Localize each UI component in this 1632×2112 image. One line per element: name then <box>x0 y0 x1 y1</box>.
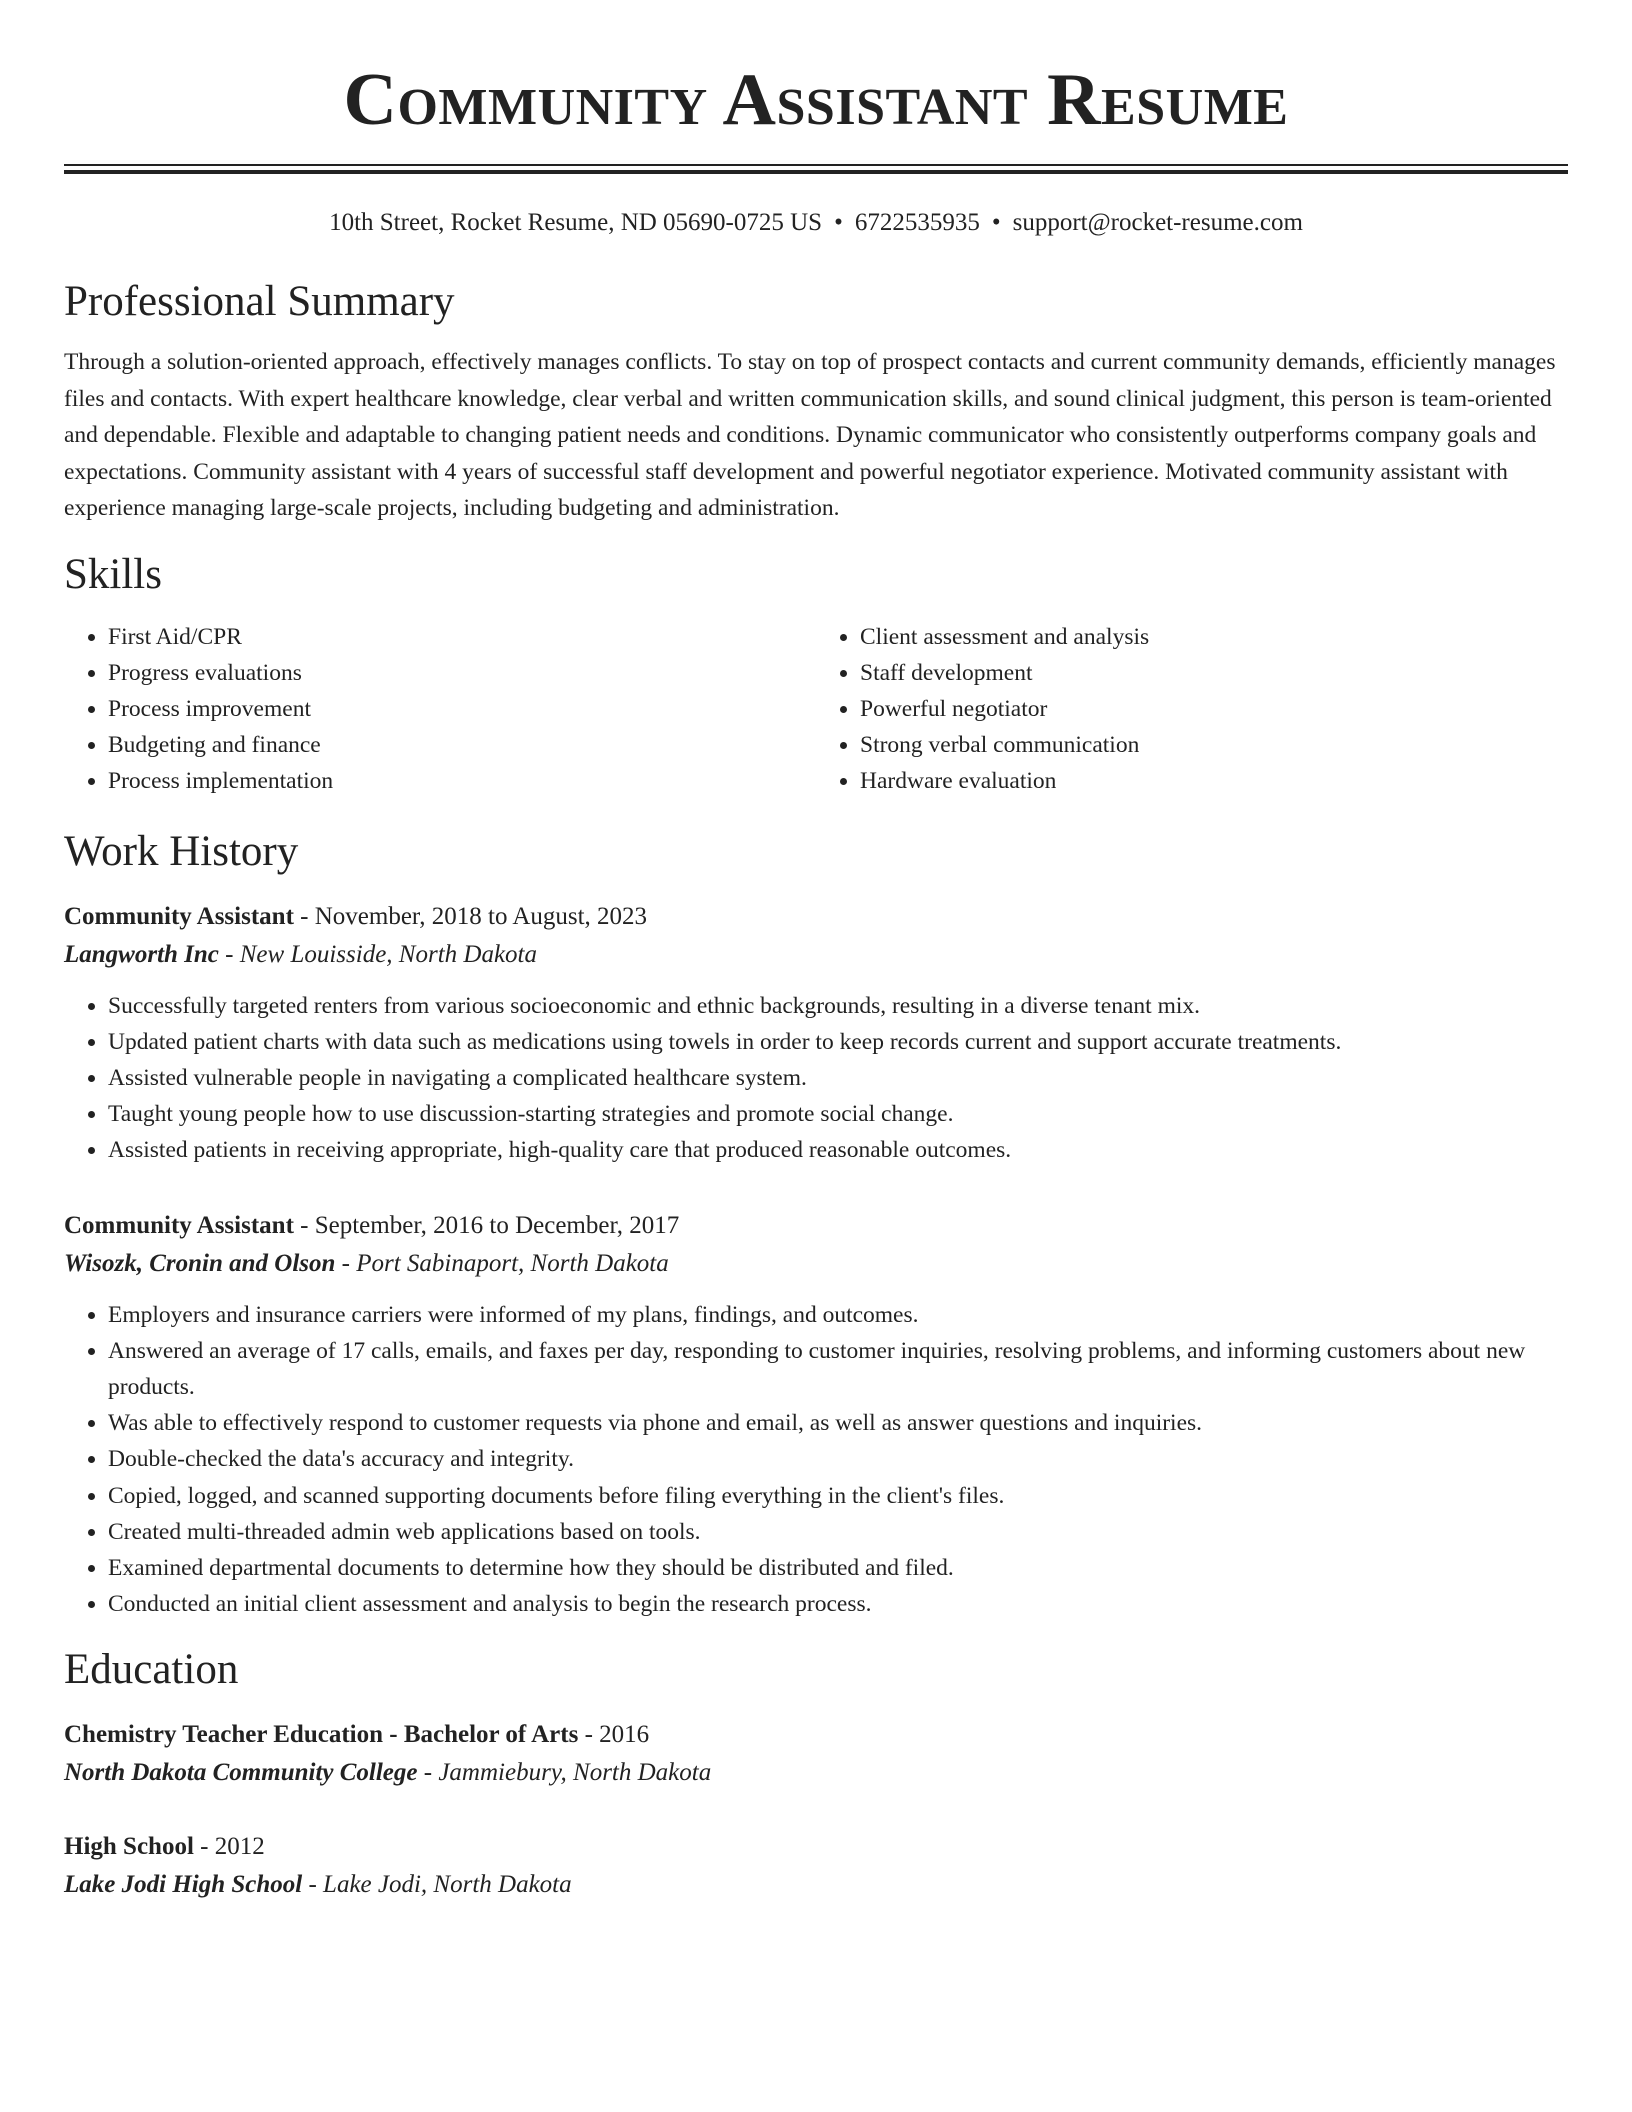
job-bullet: • Taught young people how to use discussion-starting strategies and promote social change. <box>108 1096 1568 1132</box>
skill-item: • First Aid/CPR <box>108 619 816 655</box>
skill-item: • Progress evaluations <box>108 655 816 691</box>
skill-item: • Process implementation <box>108 763 816 799</box>
job-bullet: • Conducted an initial client assessment and analysis to begin the research process. <box>108 1586 1568 1622</box>
skill-item: • Hardware evaluation <box>860 763 1568 799</box>
job-bullet: • Was able to effectively respond to customer requests via phone and email, as well as answer questions and inquiries. <box>108 1405 1568 1441</box>
degree-line <box>64 1716 1568 1754</box>
school-line <box>64 1754 1568 1792</box>
job-entry <box>64 898 1568 1169</box>
title-double-rule <box>64 164 1568 174</box>
company-name: Langworth Inc <box>64 940 219 968</box>
job-title-line <box>64 898 1568 936</box>
degree-line <box>64 1828 1568 1866</box>
skill-item: • Powerful negotiator <box>860 691 1568 727</box>
work-history-heading: Work History <box>64 827 299 875</box>
job-dates: - November, 2018 to August, 2023 <box>293 902 648 930</box>
job-title: Community Assistant <box>64 902 294 930</box>
school-name: North Dakota Community College <box>64 1759 418 1787</box>
job-bullet: • Assisted vulnerable people in navigating a complicated healthcare system. <box>108 1060 1568 1096</box>
skill-item: • Process improvement <box>108 691 816 727</box>
company-name: Wisozk, Cronin and Olson <box>64 1249 336 1277</box>
job-bullet: • Answered an average of 17 calls, emails, and faxes per day, responding to customer inquiries, resolving problems, and informing customers about new products. <box>108 1333 1568 1405</box>
summary-heading: Professional Summary <box>64 278 455 325</box>
skill-item: • Budgeting and finance <box>108 727 816 763</box>
education-heading: Education <box>64 1646 239 1694</box>
skills-heading: Skills <box>64 550 162 598</box>
job-bullet: • Double-checked the data's accuracy and integrity. <box>108 1441 1568 1477</box>
company-location: - New Louisside, North Dakota <box>218 940 537 968</box>
contact-separator: • <box>991 209 1001 236</box>
skills-grid <box>64 619 1568 800</box>
job-bullet: • Assisted patients in receiving appropriate, high-quality care that produced reasonable outcomes. <box>108 1132 1568 1168</box>
job-bullet: • Successfully targeted renters from various socioeconomic and ethnic backgrounds, resulting in a diverse tenant mix. <box>108 988 1568 1024</box>
resume-title: Community Assistant Resume <box>343 59 1289 141</box>
job-title: Community Assistant <box>64 1211 294 1239</box>
job-bullet: • Created multi-threaded admin web applications based on tools. <box>108 1514 1568 1550</box>
school-location: - Jammiebury, North Dakota <box>417 1759 712 1787</box>
skill-item: • Client assessment and analysis <box>860 619 1568 655</box>
company-location: - Port Sabinaport, North Dakota <box>335 1249 669 1277</box>
contact-line <box>64 206 1568 240</box>
summary-text: Through a solution-oriented approach, effectively manages conflicts. To stay on top of prospect contacts and current community demands, efficiently manages files and contacts. With expert healthcare knowledge, clear verbal and written communication skills, and sound clinical judgment, this person is team-oriented and dependable. Flexible and adaptable to changing patient needs and conditions. Dynamic communicator who consistently outperforms company goals and expectations. Community assistant with 4 years of successful staff development and powerful negotiator experience. Motivated community assistant with experience managing large-scale projects, including budgeting and administration. <box>64 349 1556 521</box>
summary-section <box>64 276 1568 527</box>
job-bullets <box>64 988 1568 1169</box>
school-location: - Lake Jodi, North Dakota <box>302 1871 572 1899</box>
school-name: Lake Jodi High School <box>64 1871 303 1899</box>
company-line <box>64 936 1568 974</box>
job-bullet: • Updated patient charts with data such as medications using towels in order to keep records current and support accurate treatments. <box>108 1024 1568 1060</box>
job-bullet: • Copied, logged, and scanned supporting documents before filing everything in the client's files. <box>108 1478 1568 1514</box>
education-section <box>64 1644 1568 1904</box>
degree-name: Chemistry Teacher Education - Bachelor of Arts <box>64 1721 579 1749</box>
job-bullet: • Employers and insurance carriers were informed of my plans, findings, and outcomes. <box>108 1297 1568 1333</box>
degree-year: - 2012 <box>193 1833 265 1861</box>
skills-section <box>64 549 1568 800</box>
contact-email: support@rocket-resume.com <box>1012 209 1303 236</box>
contact-address: 10th Street, Rocket Resume, ND 05690-0725 US <box>329 209 823 236</box>
company-line <box>64 1245 1568 1283</box>
degree-name: High School <box>64 1833 194 1861</box>
contact-phone: 6722535935 <box>854 209 980 236</box>
education-entry <box>64 1716 1568 1792</box>
degree-year: - 2016 <box>578 1721 650 1749</box>
skill-item: • Staff development <box>860 655 1568 691</box>
job-bullets <box>64 1297 1568 1623</box>
contact-separator: • <box>834 209 843 236</box>
work-history-section <box>64 826 1568 1623</box>
job-title-line <box>64 1207 1568 1245</box>
job-bullet: • Examined departmental documents to determine how they should be distributed and filed. <box>108 1550 1568 1586</box>
school-line <box>64 1866 1568 1904</box>
skills-list-left <box>64 619 816 800</box>
education-entry <box>64 1828 1568 1904</box>
skills-list-right <box>816 619 1568 800</box>
job-dates: - September, 2016 to December, 2017 <box>293 1211 680 1239</box>
skill-item: • Strong verbal communication <box>860 727 1568 763</box>
job-entry <box>64 1207 1568 1623</box>
